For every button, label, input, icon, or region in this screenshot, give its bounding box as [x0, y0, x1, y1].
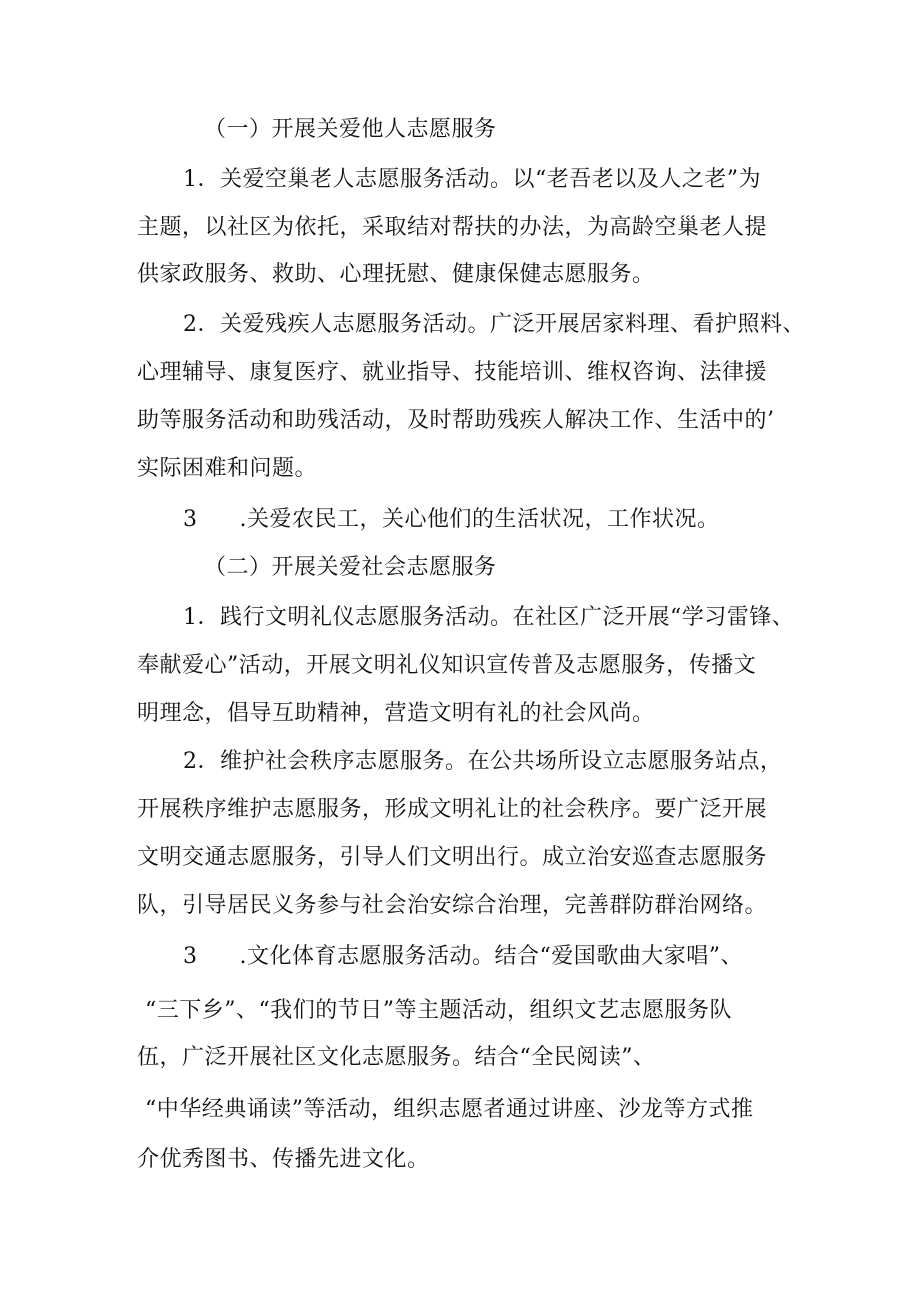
paragraph-line: 供家政服务、救助、心理抚慰、健康保健志愿服务。	[137, 262, 655, 287]
section-heading-2: （二）开展关爱社会志愿服务	[204, 555, 497, 580]
paragraph-line: “中华经典诵读”等活动，组织志愿者通过讲座、沙龙等方式推	[145, 1097, 754, 1122]
paragraph-line: 介优秀图书、传播先进文化。	[137, 1147, 430, 1172]
paragraph-line: 1．关爱空巢老人志愿服务活动。以“老吾老以及人之老”为	[183, 167, 761, 192]
paragraph-line: 2．关爱残疾人志愿服务活动。广泛开展居家料理、看护照料、	[183, 312, 805, 337]
paragraph-line: “三下乡”、“我们的节日”等主题活动，组织文艺志愿服务队	[145, 998, 732, 1023]
item-text: .关爱农民工，关心他们的生活状况，工作状况。	[239, 507, 720, 532]
paragraph-line: 文明交通志愿服务，引导人们文明出行。成立治安巡查志愿服务	[137, 845, 768, 870]
section-heading-1: （一）开展关爱他人志愿服务	[204, 117, 497, 142]
paragraph-line: 实际困难和问题。	[137, 456, 318, 481]
paragraph-line: 2．维护社会秩序志愿服务。在公共场所设立志愿服务站点，	[183, 749, 783, 774]
paragraph-line: 伍，广泛开展社区文化志愿服务。结合“全民阅读”、	[137, 1045, 656, 1070]
paragraph-line: 队，引导居民义务参与社会治安综合治理，完善群防群治网络。	[137, 893, 768, 918]
item-number: 3	[183, 507, 198, 532]
item-text: .文化体育志愿服务活动。结合“爱国歌曲大家唱”、	[239, 944, 743, 969]
paragraph-line: 明理念，倡导互助精神，营造文明有礼的社会风尚。	[137, 701, 655, 726]
paragraph-line: 主题，以社区为依托，采取结对帮扶的办法，为高龄空巢老人提	[137, 215, 768, 240]
item-number: 3	[183, 944, 198, 969]
paragraph-line: 助等服务活动和助残活动，及时帮助残疾人解决工作、生活中的’	[137, 408, 775, 433]
paragraph-line: 1．践行文明礼仪志愿服务活动。在社区广泛开展“学习雷锋、	[183, 605, 795, 630]
paragraph-line	[183, 942, 743, 972]
paragraph-line	[183, 505, 720, 535]
paragraph-line: 奉献爱心”活动，开展文明礼仪知识宣传普及志愿服务，传播文	[137, 653, 757, 678]
paragraph-line: 开展秩序维护志愿服务，形成文明礼让的社会秩序。要广泛开展	[137, 797, 768, 822]
paragraph-line: 心理辅导、康复医疗、就业指导、技能培训、维权咨询、法律援	[137, 360, 768, 385]
